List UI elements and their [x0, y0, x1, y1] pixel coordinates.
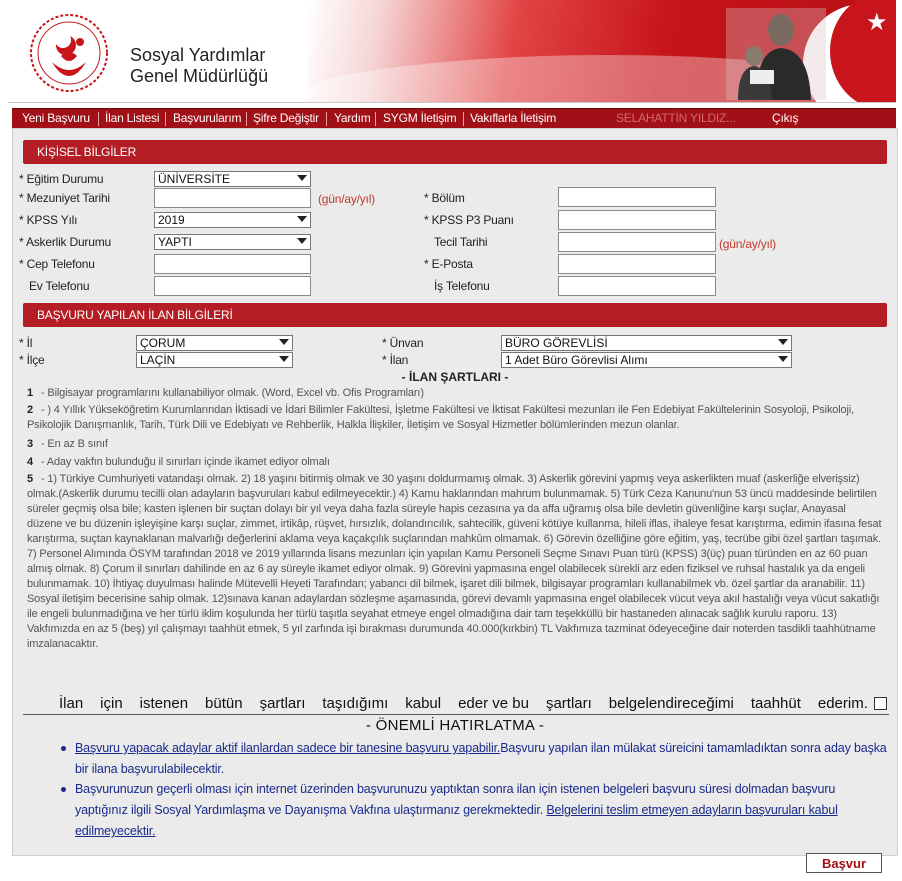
- pledge-word: ederim.: [817, 695, 868, 712]
- kpss-year-selected: 2019: [158, 213, 185, 227]
- province-selected: ÇORUM: [140, 336, 186, 350]
- education-selected: ÜNİVERSİTE: [158, 172, 231, 186]
- condition-number: 2: [27, 404, 33, 416]
- pledge-word: istenen: [139, 695, 189, 712]
- condition-item-5: [27, 472, 883, 652]
- kpss-score-label: * KPSS P3 Puanı: [424, 213, 514, 227]
- department-field[interactable]: [558, 187, 716, 207]
- deferment-date-label: Tecil Tarihi: [434, 235, 488, 249]
- flag-star-icon: ★: [866, 8, 888, 36]
- nav-change-password[interactable]: Şifre Değiştir: [253, 111, 319, 125]
- nav-logout[interactable]: Çıkış: [772, 111, 799, 125]
- district-selected: LAÇİN: [140, 353, 176, 367]
- pledge-word: eder ve bu: [458, 695, 529, 712]
- reminder-highlight: Başvuru yapacak adaylar aktif ilanlardan sadece bir tanesine başvuru yapabilir.: [75, 741, 501, 755]
- listing-info-title: BAŞVURU YAPILAN İLAN BİLGİLERİ: [37, 308, 233, 322]
- listing-label: * İlan: [382, 353, 409, 367]
- listing-selected: 1 Adet Büro Görevlisi Alımı: [505, 353, 648, 367]
- graduation-date-field[interactable]: [154, 188, 311, 208]
- chevron-down-icon: [297, 238, 307, 244]
- nav-separator: [165, 112, 166, 126]
- condition-text: - En az B sınıf: [40, 438, 108, 450]
- graduation-date-hint: (gün/ay/yıl): [318, 192, 375, 206]
- district-label: * İlçe: [19, 353, 45, 367]
- work-phone-field[interactable]: [558, 276, 716, 296]
- home-phone-label: Ev Telefonu: [29, 279, 90, 293]
- pledge-word: bütün: [205, 695, 243, 712]
- main-navbar: [12, 108, 896, 130]
- pledge-checkbox[interactable]: [874, 697, 887, 710]
- pledge-word: şartları: [545, 695, 592, 712]
- pledge-word: İlan: [59, 695, 84, 712]
- condition-text: - Bilgisayar programlarını kullanabiliyor olmak. (Word, Excel vb. Ofis Programları): [40, 387, 424, 399]
- agency-name-line1: Sosyal Yardımlar: [130, 45, 266, 65]
- condition-item-3: [27, 437, 883, 452]
- chevron-down-icon: [279, 356, 289, 362]
- deferment-date-hint: (gün/ay/yıl): [719, 237, 776, 251]
- pledge-word: şartları: [259, 695, 306, 712]
- personal-info-header: [23, 140, 887, 164]
- condition-number: 4: [27, 456, 33, 468]
- reminder-highlight: Belgelerini teslim etmeyen adayların başvuruları kabul edilmeyecektir.: [75, 803, 838, 838]
- application-form: [12, 128, 898, 856]
- nav-help[interactable]: Yardım: [334, 111, 371, 125]
- nav-separator: [375, 112, 376, 126]
- condition-item-2: [27, 403, 883, 433]
- pledge-word: için: [100, 695, 123, 712]
- ministry-logo[interactable]: [28, 12, 110, 94]
- pledge-statement: [59, 695, 887, 712]
- military-status-select[interactable]: [154, 234, 311, 250]
- condition-text: - 1) Türkiye Cumhuriyeti vatandaşı olmak. 2) 18 yaşını bitirmiş olmak ve 30 yaşını doldurmamış olmak. 3) Askerlik görevini yapmış veya askerlikten muaf (askerliğe elverişsiz) olmak.(Askerlik durumu tecilli olan adayların başvuruları kabul edilmeyecektir.) 4) Kamu haklarından mahrum bulunmamak. 5) Türk Ceza Kanunu'nun 53 üncü maddesinde belirtilen süreler geçmiş olsa bile; kasten işlenen bir suçtan dolayı bir yıl veya daha fazla süreyle hapis cezasına ya da affa uğramış olsa bile devletin güvenliğine karşı suçlar, Anayasal düzene ve bu düzenin işleyişine karşı suçlar, zimmet, irtikâp, rüşvet, hırsızlık, dolandırıcılık, sahtecilik, güveni kötüye kullanma, hileli iflas, ihaleye fesat karıştırma, edimin ifasına fesat karıştırma, suçtan kaynaklanan malvarlığı değerlerini aklama veya kaçakçılık suçlarından mahkûm olmamak. 6) Görevin özelliğine göre eğitim, yaş, tecrübe gibi özel şartları taşımak. 7) Personel Alımında ÖSYM tarafından 2018 ve 2019 yıllarında lisans mezunları için yapılan Kamu Personeli Seçme Sınavı Puan türü (KPSS) 3(üç) puan türünden en az 60 puan almış olmak. 8) Çorum il sınırları dahilinde en az 6 ay süreyle ikamet ediyor olmak. 9) Görevini yapmasına engel olabilecek sürekli arz eden fiziksel ve ruhsal hastalık ya da engeli bulunmamak. 10) İhtiyaç duyulması halinde Mütevelli Heyeti Tarafından; yabancı dil bilmek, işaret dili bilmek, bilgisayar programları kullanabilmek vb. özel şartlar da aranabilir. 11) Sosyal iletişim becerisine sahip olmak. 12)sınava kanan adaylardan sözleşme aşamasında, görevi devamlı yapmasına engel olabilecek vücut veya akıl hastalığı veya vücut sakatlığı ile engeli bulunmadığına ve her türlü iklim koşulunda her türlü taşıtla seyahat etmeye engel olmadığına dair tam teşekküllü bir hastaneden alınacak sağlık kurulu raporu. 13) Vakfımızda en az 5 (beş) yıl çalışmayı taahhüt etmek, 5 yıl zarfında işi bırakması durumunda 40.000(kırkbin) TL Vakfımıza tazminat ödeyeceğine dair noterden tasdikli taahhütname imzalanacaktır.: [27, 473, 882, 650]
- deferment-date-field[interactable]: [558, 232, 716, 252]
- email-label: * E-Posta: [424, 257, 473, 271]
- nav-my-applications[interactable]: Başvurularım: [173, 111, 242, 125]
- work-phone-label: İş Telefonu: [434, 279, 490, 293]
- condition-number: 5: [27, 473, 33, 485]
- province-select[interactable]: [136, 335, 293, 351]
- reminder-item-1: [75, 738, 887, 780]
- pledge-word: kabul: [405, 695, 442, 712]
- divider: [23, 714, 889, 715]
- nav-separator: [246, 112, 247, 126]
- bullet-icon: [61, 787, 66, 792]
- listing-info-header: [23, 303, 887, 327]
- home-phone-field[interactable]: [154, 276, 311, 296]
- pledge-word: belgelendireceğimi: [608, 695, 734, 712]
- nav-user-name: SELAHATTİN YILDIZ...: [616, 111, 736, 125]
- education-label: * Eğitim Durumu: [19, 172, 104, 186]
- chevron-down-icon: [778, 356, 788, 362]
- nav-new-application[interactable]: Yeni Başvuru: [22, 111, 90, 125]
- submit-application-button[interactable]: Başvur: [806, 853, 882, 873]
- nav-separator: [463, 112, 464, 126]
- reminder-item-2: [75, 779, 887, 842]
- mobile-phone-field[interactable]: [154, 254, 311, 274]
- kpss-year-select[interactable]: [154, 212, 311, 228]
- listing-select[interactable]: [501, 352, 792, 368]
- mobile-phone-label: * Cep Telefonu: [19, 257, 95, 271]
- job-title-label: * Ünvan: [382, 336, 424, 350]
- reminder-title: - ÖNEMLİ HATIRLATMA -: [365, 717, 545, 734]
- email-field[interactable]: [558, 254, 716, 274]
- conditions-title: - İLAN ŞARTLARI -: [401, 370, 509, 384]
- condition-text: - Aday vakfın bulunduğu il sınırları içinde ikamet ediyor olmalı: [40, 456, 330, 468]
- nav-separator: [326, 112, 327, 126]
- province-label: * İl: [19, 336, 33, 350]
- district-select[interactable]: [136, 352, 293, 368]
- education-select[interactable]: [154, 171, 311, 187]
- header-photo: [726, 8, 826, 100]
- agency-name: [130, 45, 268, 87]
- condition-text: - ) 4 Yıllık Yükseköğretim Kurumlarından İktisadi ve İdari Bilimler Fakültesi, İşletme Fakültesi ve İktisat Fakültesi mezunları ile Fen Edebiyat Fakültelerinin Sosyoloji, Psikoloji, Psikolojik Danışmanlık, Tarih, Türk Dili ve Edebiyatı ve Rehberlik, Halkla İlişkiler, İletişim ve Sosyal Hizmetler bölümlerinden mezun olanlar.: [27, 404, 855, 431]
- nav-foundations-contact[interactable]: Vakıflarla İletişim: [470, 111, 557, 125]
- job-title-selected: BÜRO GÖREVLİSİ: [505, 336, 608, 350]
- condition-number: 1: [27, 387, 33, 399]
- job-title-select[interactable]: [501, 335, 792, 351]
- military-status-label: * Askerlik Durumu: [19, 235, 111, 249]
- agency-name-line2: Genel Müdürlüğü: [130, 66, 269, 86]
- chevron-down-icon: [279, 339, 289, 345]
- nav-sygm-contact[interactable]: SYGM İletişim: [383, 111, 457, 125]
- pledge-word: taşıdığımı: [322, 695, 389, 712]
- kpss-year-label: * KPSS Yılı: [19, 213, 78, 227]
- nav-listing-list[interactable]: İlan Listesi: [105, 111, 160, 125]
- chevron-down-icon: [778, 339, 788, 345]
- condition-item-4: [27, 455, 883, 470]
- department-label: * Bölüm: [424, 191, 465, 205]
- graduation-date-label: * Mezuniyet Tarihi: [19, 191, 110, 205]
- condition-number: 3: [27, 438, 33, 450]
- military-status-selected: YAPTI: [158, 235, 192, 249]
- chevron-down-icon: [297, 216, 307, 222]
- pledge-word: taahhüt: [750, 695, 801, 712]
- reminder-text: Başvurunuzun geçerli olması için internet üzerinden başvurunuzu yaptıktan sonra ilan için istenen belgeleri başvuru süresi dolmadan başvuru yaptığınız ilgili Sosyal Yardımlaşma ve Dayanışma Vakfına ulaştırmanız gerekmektedir.: [75, 782, 836, 817]
- chevron-down-icon: [297, 175, 307, 181]
- site-header: [8, 0, 896, 103]
- personal-info-title: KİŞİSEL BİLGİLER: [37, 145, 137, 159]
- nav-separator: [98, 112, 99, 126]
- pledge-end: [818, 695, 887, 712]
- condition-item-1: [27, 386, 883, 401]
- bullet-icon: [61, 746, 66, 751]
- reminder-text: Başvuru yapılan ilan mülakat süreicini tamamladıktan sonra aday başka bir ilana başvurulabilecektir.: [75, 741, 887, 776]
- kpss-score-field[interactable]: [558, 210, 716, 230]
